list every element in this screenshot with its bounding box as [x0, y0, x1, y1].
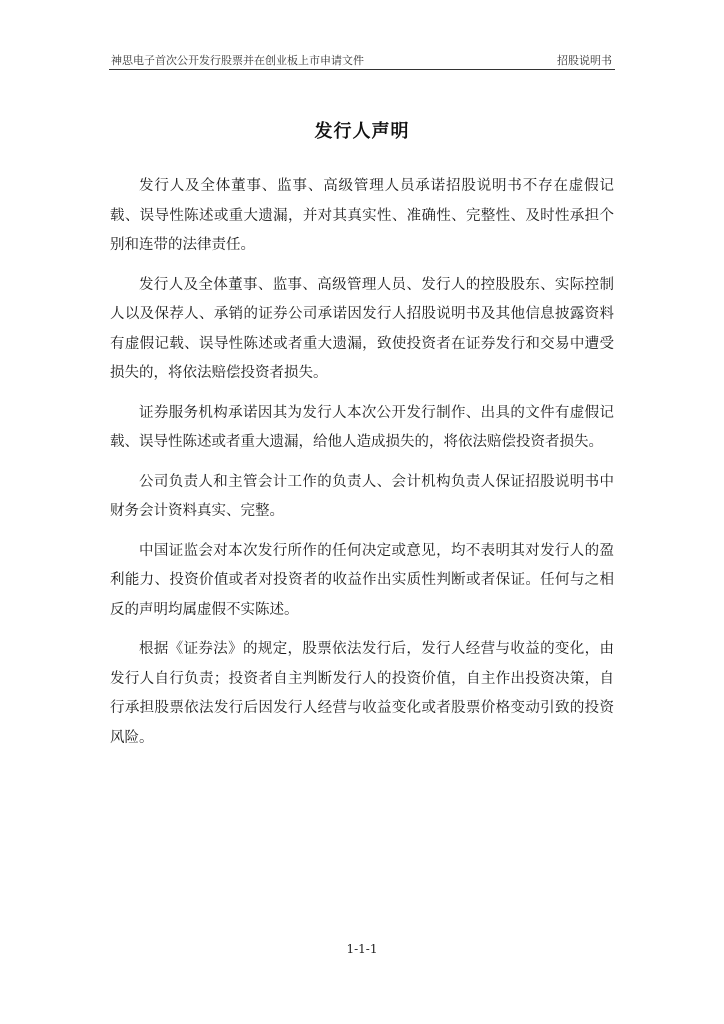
- page-header: [109, 47, 615, 70]
- paragraph-2: 发行人及全体董事、监事、高级管理人员、发行人的控股股东、实际控制人以及保荐人、承销的证券公司承诺因发行人招股说明书及其他信息披露资料有虚假记载、误导性陈述或者重大遗漏，致使投资者在证券发行和交易中遭受损失的，将依法赔偿投资者损失。: [110, 276, 614, 381]
- paragraph-3: 证券服务机构承诺因其为发行人本次公开发行制作、出具的文件有虚假记载、误导性陈述或者重大遗漏，给他人造成损失的，将依法赔偿投资者损失。: [110, 404, 614, 450]
- statement-body: [110, 172, 614, 763]
- page-title: 发行人声明: [314, 121, 410, 142]
- header-document-title: 神思电子首次公开发行股票并在创业板上市申请文件: [111, 54, 364, 67]
- paragraph-6: 根据《证券法》的规定，股票依法发行后，发行人经营与收益的变化，由发行人自行负责；投资者自主判断发行人的投资价值，自主作出投资决策，自行承担股票依法发行后因发行人经营与收益变化或者股票价格变动引致的投资风险。: [110, 641, 614, 746]
- page-number: 1-1-1: [346, 942, 378, 956]
- paragraph-5: 中国证监会对本次发行所作的任何决定或意见，均不表明其对发行人的盈利能力、投资价值或者对投资者的收益作出实质性判断或者保证。任何与之相反的声明均属虚假不实陈述。: [110, 542, 614, 618]
- paragraph-1: 发行人及全体董事、监事、高级管理人员承诺招股说明书不存在虚假记载、误导性陈述或重大遗漏，并对其真实性、准确性、完整性、及时性承担个别和连带的法律责任。: [110, 178, 614, 253]
- paragraph-4: 公司负责人和主管会计工作的负责人、会计机构负责人保证招股说明书中财务会计资料真实、完整。: [110, 473, 614, 519]
- header-section-name: 招股说明书: [557, 54, 612, 67]
